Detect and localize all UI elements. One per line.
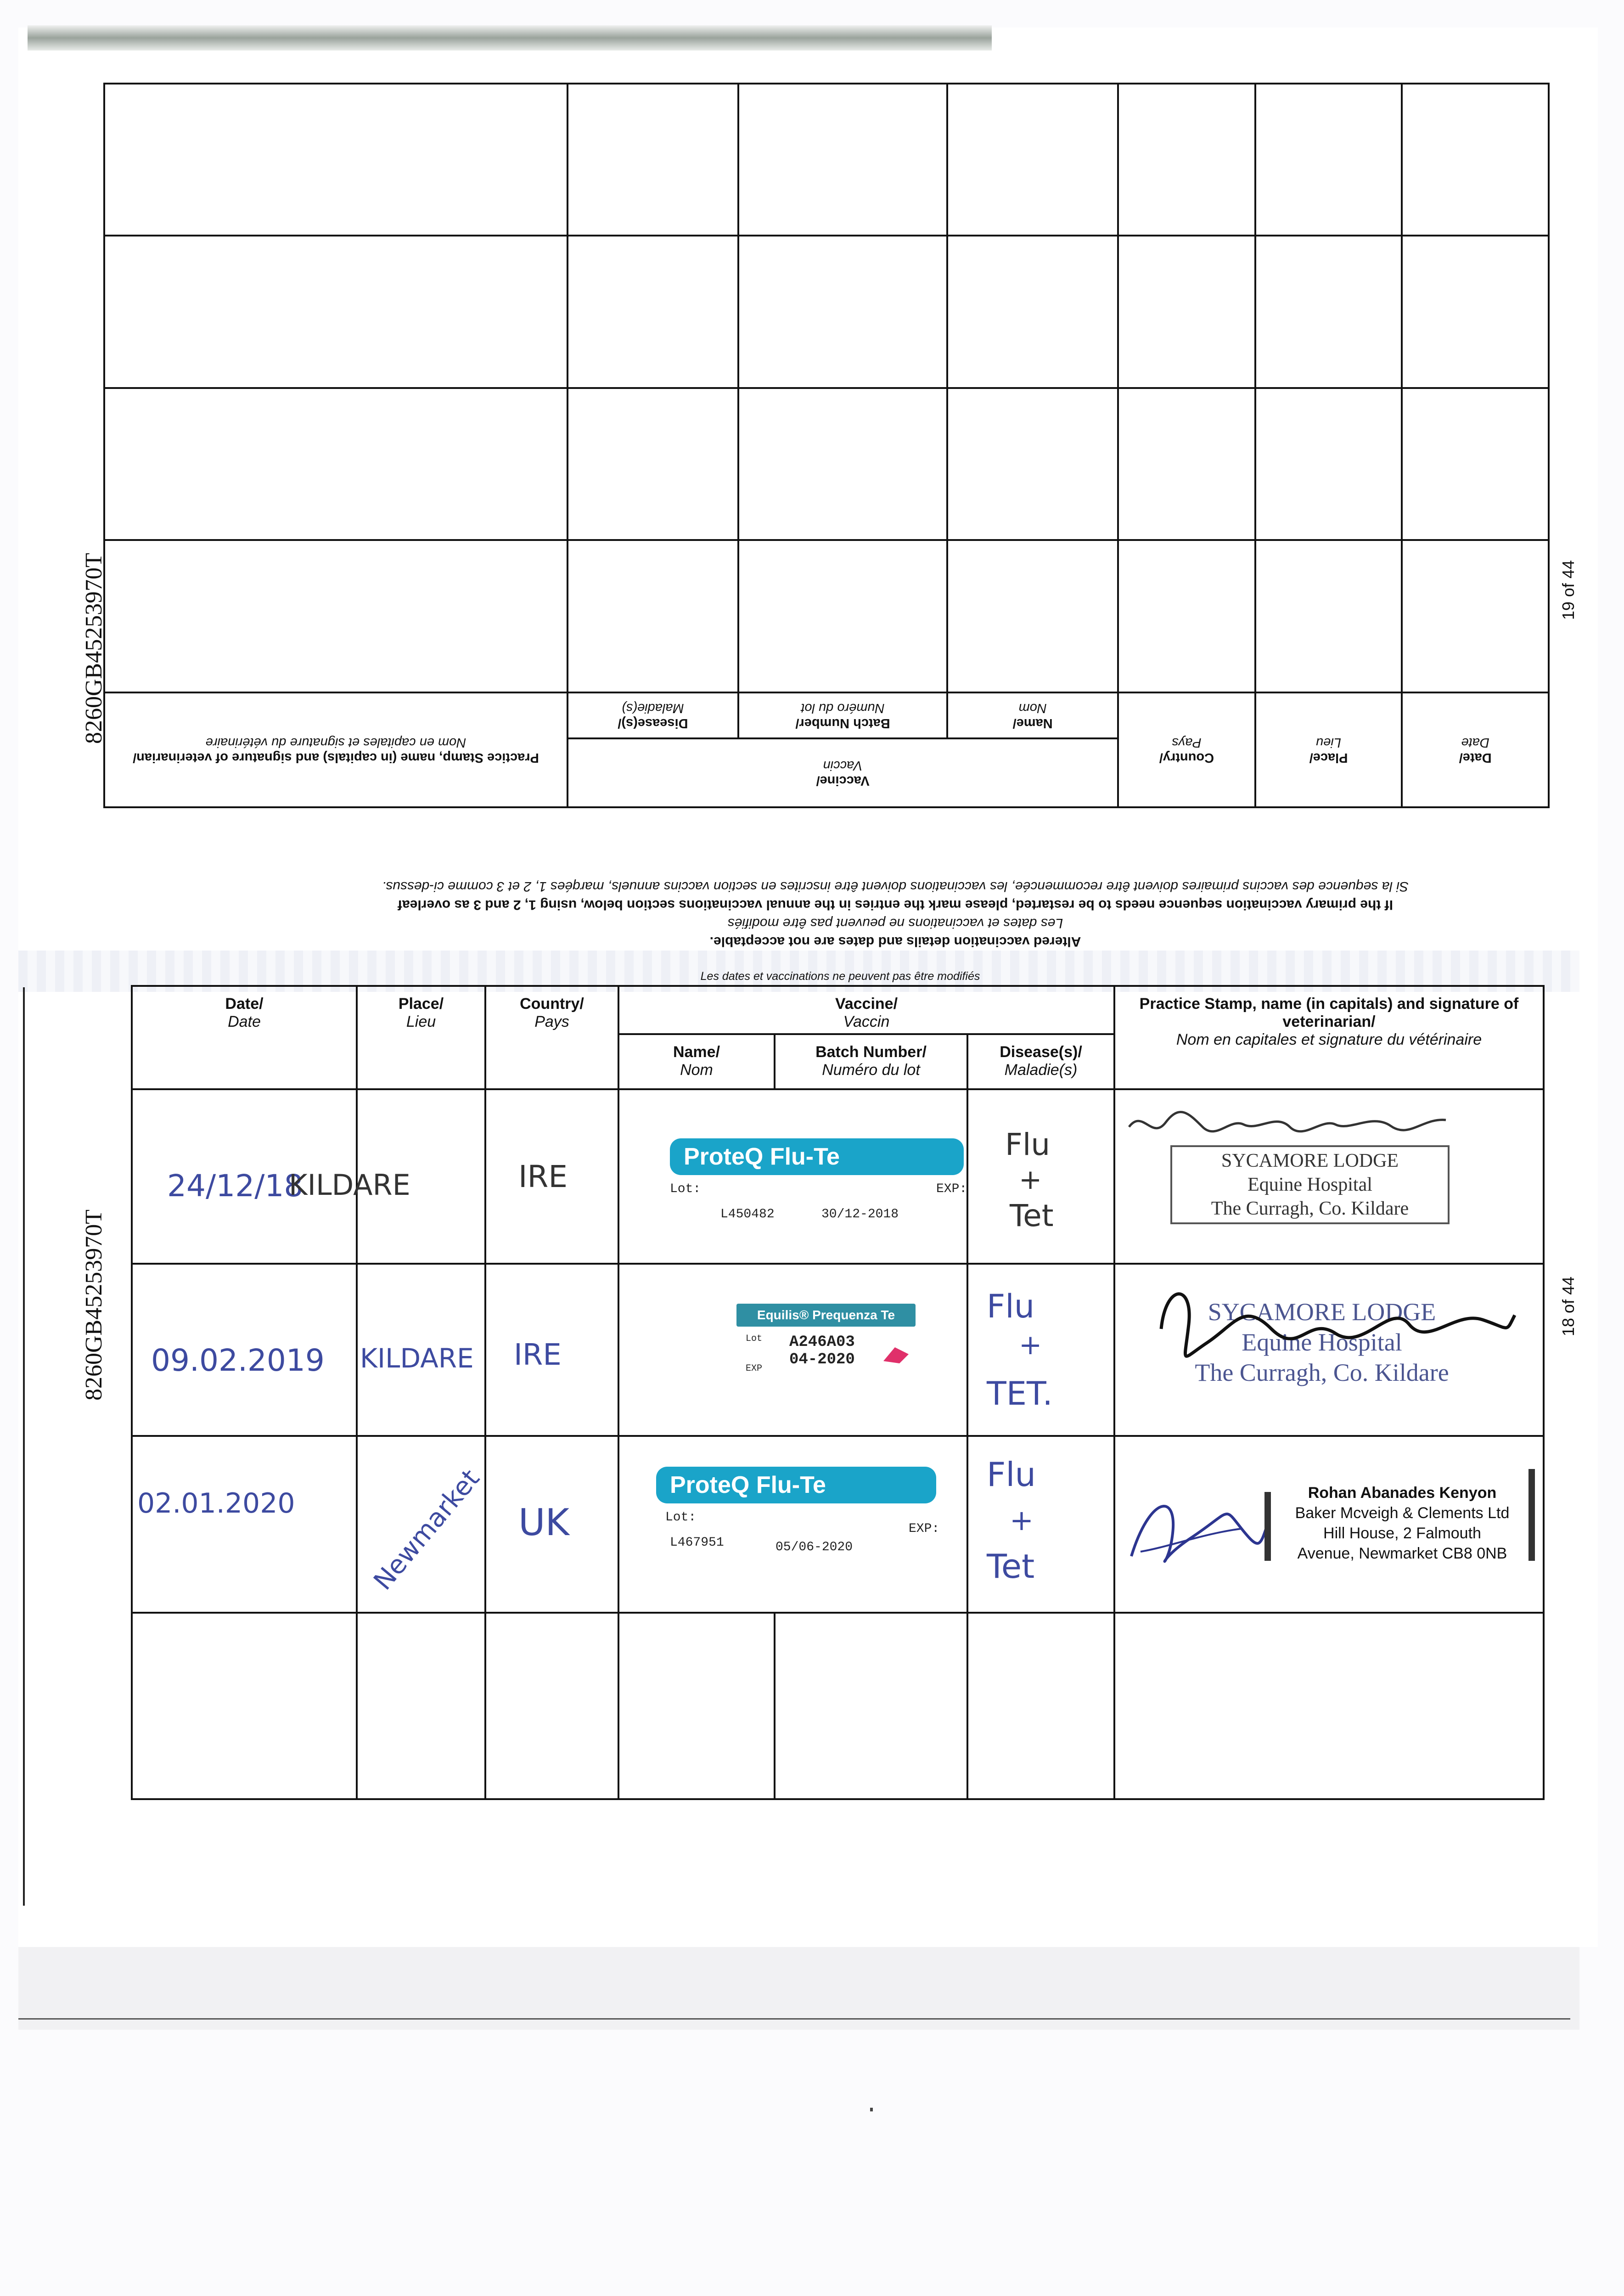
stamp-line: Hill House, 2 Falmouth xyxy=(1323,1525,1481,1542)
upper-header-date: Date/ Date xyxy=(1402,692,1549,807)
stamp-line: SYCAMORE LODGE xyxy=(1221,1150,1399,1171)
scan-bottom-strip xyxy=(18,1947,1579,2030)
row3-date-cell xyxy=(132,1436,357,1613)
row3-place-cell xyxy=(357,1436,485,1613)
row3-stamp-cell xyxy=(1114,1436,1544,1613)
restart-note-fr: Si la sequence des vaccins primaires doivent être recommencée, les vaccinations doivent être inscrites en section vaccins annuels, marqées 1, 2 et 3 comme ci-dessus. xyxy=(382,879,1409,894)
lower-vaccination-table xyxy=(131,985,1543,1800)
row3-disease-cell xyxy=(967,1436,1114,1613)
header-country: Country/ Pays xyxy=(485,986,618,1089)
stamp-line: The Curragh, Co. Kildare xyxy=(1195,1359,1449,1386)
row3-disease-2: + xyxy=(1010,1503,1034,1537)
row2-disease-cell xyxy=(967,1264,1114,1436)
row2-vaccine-label: Equilis® Prequenza Te xyxy=(736,1304,916,1327)
page-number-upper: 19 of 44 xyxy=(1559,560,1578,620)
row1-vaccine-cell xyxy=(618,1089,967,1264)
upper-vaccination-table xyxy=(103,83,1550,808)
row3-disease-1: Flu xyxy=(987,1455,1036,1494)
row3-practice-stamp xyxy=(1281,1483,1524,1564)
row1-lot-label: Lot: xyxy=(670,1182,701,1196)
upper-header-disease: Disease(s)/ Maladie(s) xyxy=(568,692,738,738)
row1-stamp-cell xyxy=(1114,1089,1544,1264)
row2-signature xyxy=(1152,1274,1519,1366)
row1-lot: L450482 xyxy=(720,1207,775,1221)
header-stamp: Practice Stamp, name (in capitals) and signature of veterinarian/ Nom en capitales et signature du vétérinaire xyxy=(1114,986,1544,1089)
row2-lot: A246A03 xyxy=(789,1334,855,1351)
stamp-line: SYCAMORE LODGE xyxy=(1208,1298,1436,1326)
row1-disease-1: Flu xyxy=(1005,1127,1051,1162)
row1-disease-2: + xyxy=(1019,1164,1042,1196)
row2-stamp-cell xyxy=(1114,1264,1544,1436)
row3-place: Newmarket xyxy=(368,1463,486,1596)
header-vaccine: Vaccine/ Vaccin xyxy=(618,986,1114,1034)
row3-disease-3: Tet xyxy=(987,1547,1035,1586)
stamp-bar-left xyxy=(1264,1492,1271,1561)
row2-place-cell xyxy=(357,1264,485,1436)
header-batch: Batch Number/ Numéro du lot xyxy=(775,1034,967,1089)
row2-lot-label: Lot xyxy=(746,1334,763,1344)
vaccination-row xyxy=(132,1436,1544,1613)
upper-header-place: Place/ Lieu xyxy=(1255,692,1402,807)
row1-country: IRE xyxy=(518,1159,568,1194)
row1-vaccine-label: ProteQ Flu-Te xyxy=(670,1138,964,1175)
row1-exp: 30/12-2018 xyxy=(821,1207,899,1221)
header-name: Name/ Nom xyxy=(618,1034,775,1089)
passport-id-lower: 8260GB45253970T xyxy=(81,1210,107,1401)
vaccination-row xyxy=(132,1264,1544,1436)
row2-place: KILDARE xyxy=(360,1343,474,1374)
row2-exp: 04-2020 xyxy=(789,1351,855,1368)
altered-note-fr: Les dates et vaccinations ne peuvent pas être modifiés xyxy=(727,916,1063,931)
scan-bottom-edge xyxy=(18,2018,1570,2020)
upper-empty-row xyxy=(104,84,1549,236)
row3-country-cell xyxy=(485,1436,618,1613)
row2-country-cell xyxy=(485,1264,618,1436)
stamp-line: Equine Hospital xyxy=(1242,1328,1402,1356)
stamp-bar-right xyxy=(1528,1469,1535,1561)
row3-vaccine-label: ProteQ Flu-Te xyxy=(656,1467,936,1503)
row3-vaccine-cell xyxy=(618,1436,967,1613)
altered-note-en: Altered vaccination details and dates are not acceptable. xyxy=(709,934,1081,949)
header-place: Place/ Lieu xyxy=(357,986,485,1089)
scan-speck xyxy=(870,2108,873,2111)
pink-mark xyxy=(881,1343,913,1366)
upper-header-batch: Batch Number/ Numéro du lot xyxy=(738,692,947,738)
row3-exp-label: EXP: xyxy=(909,1522,940,1536)
header-date: Date/ Date xyxy=(132,986,357,1089)
upper-header-country: Country/ Pays xyxy=(1118,692,1255,807)
scan-left-edge xyxy=(23,987,25,1906)
upper-empty-row xyxy=(104,540,1549,693)
passport-id-upper: 8260GB45253970T xyxy=(81,553,107,744)
row1-exp-label: EXP: xyxy=(936,1182,967,1196)
stamp-line: The Curragh, Co. Kildare xyxy=(1211,1198,1409,1219)
stamp-line: Avenue, Newmarket CB8 0NB xyxy=(1297,1545,1507,1562)
row2-date-cell xyxy=(132,1264,357,1436)
upper-instructions xyxy=(367,859,1423,951)
row1-country-cell xyxy=(485,1089,618,1264)
stamp-line: Equine Hospital xyxy=(1248,1174,1372,1195)
row1-disease-3: Tet xyxy=(1010,1198,1054,1233)
row1-disease-cell xyxy=(967,1089,1114,1264)
lower-top-note: Les dates et vaccinations ne peuvent pas être modifiés xyxy=(700,970,980,983)
row2-disease-3: TET. xyxy=(987,1375,1053,1412)
row2-vaccine-cell xyxy=(618,1264,967,1436)
row1-place: KILDARE xyxy=(289,1168,410,1202)
row2-country: IRE xyxy=(514,1338,562,1372)
row2-disease-2: + xyxy=(1019,1329,1042,1361)
upper-header-name: Name/ Nom xyxy=(947,692,1118,738)
upper-empty-row xyxy=(104,388,1549,540)
empty-row xyxy=(132,1613,1544,1799)
page-number-lower: 18 of 44 xyxy=(1559,1276,1578,1336)
row3-exp: 05/06-2020 xyxy=(775,1540,853,1554)
row2-date: 09.02.2019 xyxy=(151,1343,325,1378)
stamp-line: Baker Mcveigh & Clements Ltd xyxy=(1295,1504,1510,1522)
upper-header-stamp: Practice Stamp, name (in capitals) and signature of veterinarian/ Nom en capitales et signature du vétérinaire xyxy=(104,692,568,807)
row3-date: 02.01.2020 xyxy=(137,1487,295,1519)
row3-lot: L467951 xyxy=(670,1536,724,1550)
upper-empty-row xyxy=(104,236,1549,388)
row2-exp-label: EXP xyxy=(746,1363,763,1374)
upper-header-vaccine: Vaccine/ Vaccin xyxy=(568,738,1118,807)
row3-signature xyxy=(1122,1478,1274,1570)
row1-date: 24/12/18 xyxy=(167,1168,303,1204)
row1-place-cell xyxy=(289,1089,485,1264)
row1-signature xyxy=(1124,1099,1455,1150)
vaccination-row xyxy=(132,1089,1544,1264)
row1-practice-stamp xyxy=(1170,1145,1450,1224)
scan-top-shadow xyxy=(28,25,992,51)
header-disease: Disease(s)/ Maladie(s) xyxy=(967,1034,1114,1089)
row3-country: UK xyxy=(518,1501,570,1544)
stamp-line: Rohan Abanades Kenyon xyxy=(1308,1484,1497,1502)
row2-disease-1: Flu xyxy=(987,1288,1035,1325)
row3-lot-label: Lot: xyxy=(665,1510,697,1525)
restart-note-en: If the primary vaccination sequence needs to be restarted, please mark the entries in the annual vaccinations section below, using 1, 2 and 3 as overleaf xyxy=(398,897,1393,912)
